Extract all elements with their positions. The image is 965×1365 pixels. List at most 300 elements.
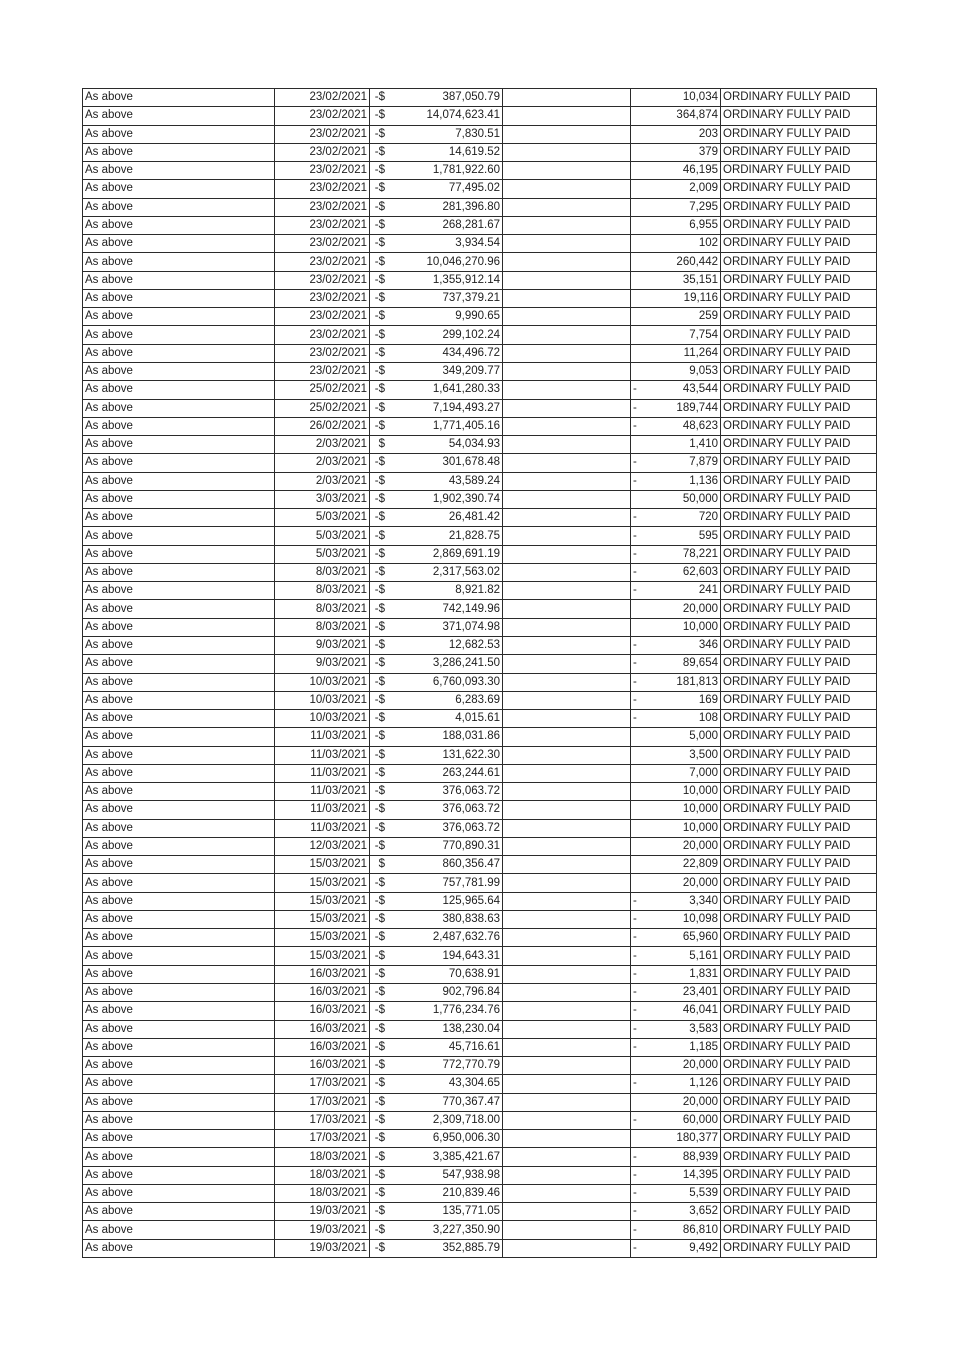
empty-cell (503, 180, 631, 198)
quantity-sign: - (633, 1022, 637, 1035)
quantity-cell (631, 509, 721, 527)
currency-symbol: -$ (374, 237, 385, 250)
date-cell: 18/03/2021 (275, 1148, 370, 1166)
quantity-cell (631, 1111, 721, 1129)
holder-cell: As above (83, 490, 275, 508)
share-class-cell: ORDINARY FULLY PAID (721, 527, 877, 545)
share-class-cell: ORDINARY FULLY PAID (721, 764, 877, 782)
currency-symbol: -$ (374, 1241, 385, 1254)
amount-value: 770,890.31 (442, 840, 500, 853)
consideration-cell (370, 929, 503, 947)
quantity-cell (631, 1130, 721, 1148)
quantity-value: 1,126 (689, 1077, 718, 1090)
holder-cell: As above (83, 509, 275, 527)
share-class-cell: ORDINARY FULLY PAID (721, 89, 877, 107)
consideration-cell (370, 399, 503, 417)
currency-symbol: -$ (374, 1114, 385, 1126)
quantity-cell (631, 819, 721, 837)
table-row (83, 837, 877, 855)
amount-value: 4,015.61 (455, 712, 500, 725)
holder-cell: As above (83, 764, 275, 782)
holder-cell: As above (83, 636, 275, 654)
quantity-value: 5,161 (689, 949, 718, 962)
amount-value: 6,760,093.30 (432, 675, 500, 688)
holder-cell: As above (83, 874, 275, 892)
quantity-sign: - (633, 894, 637, 907)
table-row (83, 198, 877, 216)
date-cell: 15/03/2021 (275, 929, 370, 947)
holder-cell: As above (83, 892, 275, 910)
consideration-cell (370, 436, 503, 454)
empty-cell (503, 929, 631, 947)
consideration-cell (370, 89, 503, 107)
date-cell: 23/02/2021 (275, 271, 370, 289)
amount-value: 54,034.93 (448, 438, 500, 451)
amount-value: 268,281.67 (442, 218, 500, 231)
currency-symbol: -$ (374, 1095, 385, 1108)
currency-symbol: -$ (374, 1205, 385, 1218)
quantity-sign: - (633, 712, 637, 725)
consideration-cell (370, 308, 503, 326)
share-class-cell: ORDINARY FULLY PAID (721, 856, 877, 874)
amount-value: 1,771,405.16 (432, 419, 500, 432)
date-cell: 25/02/2021 (275, 381, 370, 399)
quantity-cell (631, 1075, 721, 1093)
date-cell: 10/03/2021 (275, 710, 370, 728)
currency-symbol: -$ (374, 766, 385, 779)
date-cell: 17/03/2021 (275, 1111, 370, 1129)
empty-cell (503, 1002, 631, 1020)
quantity-value: 7,295 (689, 200, 718, 213)
holder-cell: As above (83, 235, 275, 253)
holder-cell: As above (83, 107, 275, 125)
quantity-cell (631, 1184, 721, 1202)
amount-value: 21,828.75 (448, 529, 500, 542)
quantity-cell (631, 764, 721, 782)
quantity-cell (631, 308, 721, 326)
table-row (83, 1057, 877, 1075)
amount-value: 1,355,912.14 (432, 273, 500, 286)
quantity-value: 35,151 (682, 273, 718, 286)
holder-cell: As above (83, 929, 275, 947)
quantity-cell (631, 856, 721, 874)
quantity-sign: - (633, 931, 637, 944)
empty-cell (503, 618, 631, 636)
empty-cell (503, 582, 631, 600)
date-cell: 16/03/2021 (275, 1020, 370, 1038)
amount-value: 6,950,006.30 (432, 1132, 500, 1145)
table-row (83, 308, 877, 326)
quantity-cell (631, 910, 721, 928)
amount-value: 188,031.86 (442, 730, 500, 743)
holder-cell: As above (83, 691, 275, 709)
table-row (83, 1239, 877, 1257)
table-row (83, 728, 877, 746)
quantity-value: 20,000 (682, 876, 718, 889)
table-row (83, 399, 877, 417)
quantity-cell (631, 326, 721, 344)
holder-cell: As above (83, 1111, 275, 1129)
currency-symbol: -$ (374, 584, 385, 597)
quantity-value: 180,377 (676, 1132, 718, 1145)
share-class-cell: ORDINARY FULLY PAID (721, 1002, 877, 1020)
quantity-sign: - (633, 1004, 637, 1017)
table-row (83, 143, 877, 161)
empty-cell (503, 107, 631, 125)
quantity-value: 108 (698, 712, 718, 725)
empty-cell (503, 965, 631, 983)
table-row (83, 89, 877, 107)
empty-cell (503, 143, 631, 161)
table-row (83, 1038, 877, 1056)
consideration-cell (370, 600, 503, 618)
empty-cell (503, 1038, 631, 1056)
consideration-cell (370, 1075, 503, 1093)
empty-cell (503, 1239, 631, 1257)
amount-value: 772,770.79 (442, 1059, 500, 1072)
share-class-cell: ORDINARY FULLY PAID (721, 1093, 877, 1111)
quantity-cell (631, 1020, 721, 1038)
date-cell: 23/02/2021 (275, 308, 370, 326)
holder-cell: As above (83, 344, 275, 362)
currency-symbol: -$ (374, 1004, 385, 1017)
quantity-sign: - (633, 1114, 637, 1126)
amount-value: 9,990.65 (455, 310, 500, 323)
amount-value: 10,046,270.96 (426, 255, 500, 268)
holder-cell: As above (83, 984, 275, 1002)
currency-symbol: -$ (374, 785, 385, 798)
share-class-cell: ORDINARY FULLY PAID (721, 1221, 877, 1239)
quantity-value: 22,809 (682, 858, 718, 871)
currency-symbol: -$ (374, 164, 385, 177)
empty-cell (503, 472, 631, 490)
quantity-cell (631, 362, 721, 380)
currency-symbol: -$ (374, 1132, 385, 1145)
quantity-sign: - (633, 657, 637, 670)
consideration-cell (370, 143, 503, 161)
quantity-cell (631, 801, 721, 819)
currency-symbol: $ (378, 438, 385, 451)
currency-symbol: -$ (374, 182, 385, 195)
date-cell: 23/02/2021 (275, 162, 370, 180)
share-class-cell: ORDINARY FULLY PAID (721, 618, 877, 636)
table-row (83, 381, 877, 399)
amount-value: 547,938.98 (442, 1168, 500, 1181)
quantity-value: 78,221 (682, 547, 718, 560)
date-cell: 12/03/2021 (275, 837, 370, 855)
consideration-cell (370, 965, 503, 983)
table-row (83, 1184, 877, 1202)
holder-cell: As above (83, 728, 275, 746)
quantity-value: 19,116 (683, 292, 718, 305)
share-class-cell: ORDINARY FULLY PAID (721, 801, 877, 819)
quantity-value: 60,000 (682, 1114, 718, 1126)
holder-cell: As above (83, 1166, 275, 1184)
share-class-cell: ORDINARY FULLY PAID (721, 417, 877, 435)
date-cell: 11/03/2021 (275, 783, 370, 801)
consideration-cell (370, 801, 503, 819)
amount-value: 45,716.61 (448, 1040, 500, 1053)
amount-value: 301,678.48 (442, 456, 500, 469)
table-row (83, 436, 877, 454)
currency-symbol: $ (378, 858, 385, 871)
consideration-cell (370, 1239, 503, 1257)
holder-cell: As above (83, 362, 275, 380)
share-class-cell: ORDINARY FULLY PAID (721, 819, 877, 837)
quantity-value: 3,500 (689, 748, 718, 761)
holder-cell: As above (83, 856, 275, 874)
quantity-sign: - (633, 1040, 637, 1053)
empty-cell (503, 399, 631, 417)
table-row (83, 1002, 877, 1020)
quantity-value: 43,544 (682, 383, 718, 396)
share-class-cell: ORDINARY FULLY PAID (721, 1075, 877, 1093)
consideration-cell (370, 253, 503, 271)
empty-cell (503, 874, 631, 892)
quantity-cell (631, 436, 721, 454)
quantity-sign: - (633, 639, 637, 652)
quantity-cell (631, 235, 721, 253)
share-class-cell: ORDINARY FULLY PAID (721, 362, 877, 380)
share-class-cell: ORDINARY FULLY PAID (721, 563, 877, 581)
amount-value: 6,283.69 (455, 693, 500, 706)
quantity-cell (631, 490, 721, 508)
currency-symbol: -$ (374, 1077, 385, 1090)
amount-value: 70,638.91 (448, 967, 500, 980)
holder-cell: As above (83, 1130, 275, 1148)
holder-cell: As above (83, 399, 275, 417)
holder-cell: As above (83, 436, 275, 454)
quantity-cell (631, 198, 721, 216)
currency-symbol: -$ (374, 1040, 385, 1053)
empty-cell (503, 563, 631, 581)
share-class-cell: ORDINARY FULLY PAID (721, 874, 877, 892)
holder-cell: As above (83, 417, 275, 435)
date-cell: 11/03/2021 (275, 746, 370, 764)
quantity-sign: - (633, 675, 637, 688)
quantity-sign: - (633, 474, 637, 487)
date-cell: 23/02/2021 (275, 89, 370, 107)
table-row (83, 856, 877, 874)
date-cell: 16/03/2021 (275, 1038, 370, 1056)
share-class-cell: ORDINARY FULLY PAID (721, 947, 877, 965)
consideration-cell (370, 1111, 503, 1129)
quantity-value: 5,539 (689, 1187, 718, 1200)
quantity-cell (631, 545, 721, 563)
date-cell: 19/03/2021 (275, 1221, 370, 1239)
holder-cell: As above (83, 1148, 275, 1166)
currency-symbol: -$ (374, 730, 385, 743)
quantity-cell (631, 1203, 721, 1221)
date-cell: 3/03/2021 (275, 490, 370, 508)
quantity-value: 260,442 (676, 255, 718, 268)
consideration-cell (370, 892, 503, 910)
table-row (83, 710, 877, 728)
holder-cell: As above (83, 582, 275, 600)
currency-symbol: -$ (374, 657, 385, 670)
share-class-cell: ORDINARY FULLY PAID (721, 1130, 877, 1148)
currency-symbol: -$ (374, 913, 385, 926)
consideration-cell (370, 947, 503, 965)
share-class-cell: ORDINARY FULLY PAID (721, 1184, 877, 1202)
quantity-value: 3,583 (689, 1022, 718, 1035)
currency-symbol: -$ (374, 1168, 385, 1181)
empty-cell (503, 910, 631, 928)
share-class-cell: ORDINARY FULLY PAID (721, 235, 877, 253)
table-row (83, 1203, 877, 1221)
share-class-cell: ORDINARY FULLY PAID (721, 344, 877, 362)
table-row (83, 326, 877, 344)
share-class-cell: ORDINARY FULLY PAID (721, 673, 877, 691)
table-row (83, 344, 877, 362)
quantity-value: 595 (698, 529, 718, 542)
holder-cell: As above (83, 289, 275, 307)
consideration-cell (370, 472, 503, 490)
quantity-value: 88,939 (682, 1150, 718, 1163)
date-cell: 23/02/2021 (275, 125, 370, 143)
amount-value: 43,304.65 (448, 1077, 500, 1090)
quantity-sign: - (633, 1223, 637, 1236)
currency-symbol: -$ (374, 602, 385, 615)
date-cell: 23/02/2021 (275, 253, 370, 271)
quantity-sign: - (633, 1150, 637, 1163)
quantity-cell (631, 837, 721, 855)
empty-cell (503, 235, 631, 253)
holder-cell: As above (83, 746, 275, 764)
consideration-cell (370, 162, 503, 180)
quantity-sign: - (633, 401, 637, 414)
empty-cell (503, 454, 631, 472)
quantity-cell (631, 381, 721, 399)
share-class-cell: ORDINARY FULLY PAID (721, 910, 877, 928)
table-row (83, 235, 877, 253)
amount-value: 194,643.31 (442, 949, 500, 962)
quantity-sign: - (633, 1241, 637, 1254)
table-row (83, 801, 877, 819)
date-cell: 23/02/2021 (275, 107, 370, 125)
empty-cell (503, 216, 631, 234)
consideration-cell (370, 454, 503, 472)
currency-symbol: -$ (374, 492, 385, 505)
share-class-cell: ORDINARY FULLY PAID (721, 308, 877, 326)
consideration-cell (370, 1130, 503, 1148)
consideration-cell (370, 180, 503, 198)
quantity-cell (631, 1221, 721, 1239)
quantity-cell (631, 1148, 721, 1166)
consideration-cell (370, 107, 503, 125)
table-row (83, 910, 877, 928)
holder-cell: As above (83, 1239, 275, 1257)
quantity-sign: - (633, 383, 637, 396)
amount-value: 138,230.04 (442, 1022, 500, 1035)
share-class-cell: ORDINARY FULLY PAID (721, 691, 877, 709)
quantity-cell (631, 636, 721, 654)
consideration-cell (370, 636, 503, 654)
table-row (83, 874, 877, 892)
empty-cell (503, 1166, 631, 1184)
consideration-cell (370, 1002, 503, 1020)
quantity-value: 46,041 (682, 1004, 718, 1017)
consideration-cell (370, 1093, 503, 1111)
table-row (83, 655, 877, 673)
holder-cell: As above (83, 819, 275, 837)
table-row (83, 582, 877, 600)
date-cell: 23/02/2021 (275, 198, 370, 216)
holder-cell: As above (83, 198, 275, 216)
amount-value: 737,379.21 (442, 292, 500, 305)
quantity-value: 20,000 (682, 602, 718, 615)
quantity-sign: - (633, 693, 637, 706)
quantity-sign: - (633, 511, 637, 524)
quantity-cell (631, 984, 721, 1002)
quantity-sign: - (633, 566, 637, 579)
table-row (83, 563, 877, 581)
empty-cell (503, 783, 631, 801)
currency-symbol: -$ (374, 712, 385, 725)
empty-cell (503, 253, 631, 271)
holder-cell: As above (83, 472, 275, 490)
consideration-cell (370, 783, 503, 801)
amount-value: 387,050.79 (442, 91, 500, 104)
share-class-cell: ORDINARY FULLY PAID (721, 180, 877, 198)
share-class-cell: ORDINARY FULLY PAID (721, 436, 877, 454)
amount-value: 1,776,234.76 (432, 1004, 500, 1017)
quantity-sign: - (633, 456, 637, 469)
quantity-sign: - (633, 529, 637, 542)
table-row (83, 1221, 877, 1239)
quantity-value: 181,813 (676, 675, 718, 688)
empty-cell (503, 1020, 631, 1038)
table-row (83, 636, 877, 654)
table-row (83, 1075, 877, 1093)
consideration-cell (370, 710, 503, 728)
amount-value: 349,209.77 (442, 365, 500, 378)
currency-symbol: -$ (374, 346, 385, 359)
consideration-cell (370, 618, 503, 636)
share-class-cell: ORDINARY FULLY PAID (721, 326, 877, 344)
consideration-cell (370, 874, 503, 892)
quantity-value: 9,053 (689, 365, 718, 378)
empty-cell (503, 691, 631, 709)
quantity-cell (631, 691, 721, 709)
currency-symbol: -$ (374, 292, 385, 305)
date-cell: 23/02/2021 (275, 344, 370, 362)
currency-symbol: -$ (374, 109, 385, 122)
consideration-cell (370, 527, 503, 545)
share-class-cell: ORDINARY FULLY PAID (721, 289, 877, 307)
date-cell: 17/03/2021 (275, 1075, 370, 1093)
share-class-cell: ORDINARY FULLY PAID (721, 162, 877, 180)
holder-cell: As above (83, 162, 275, 180)
quantity-value: 7,000 (689, 766, 718, 779)
table-row (83, 892, 877, 910)
currency-symbol: -$ (374, 91, 385, 104)
table-row (83, 1130, 877, 1148)
date-cell: 16/03/2021 (275, 1002, 370, 1020)
share-class-cell: ORDINARY FULLY PAID (721, 472, 877, 490)
empty-cell (503, 545, 631, 563)
empty-cell (503, 490, 631, 508)
share-class-cell: ORDINARY FULLY PAID (721, 1038, 877, 1056)
quantity-value: 259 (698, 310, 718, 323)
amount-value: 3,227,350.90 (432, 1223, 500, 1236)
quantity-cell (631, 874, 721, 892)
currency-symbol: -$ (374, 310, 385, 323)
currency-symbol: -$ (374, 145, 385, 158)
empty-cell (503, 856, 631, 874)
consideration-cell (370, 125, 503, 143)
empty-cell (503, 655, 631, 673)
